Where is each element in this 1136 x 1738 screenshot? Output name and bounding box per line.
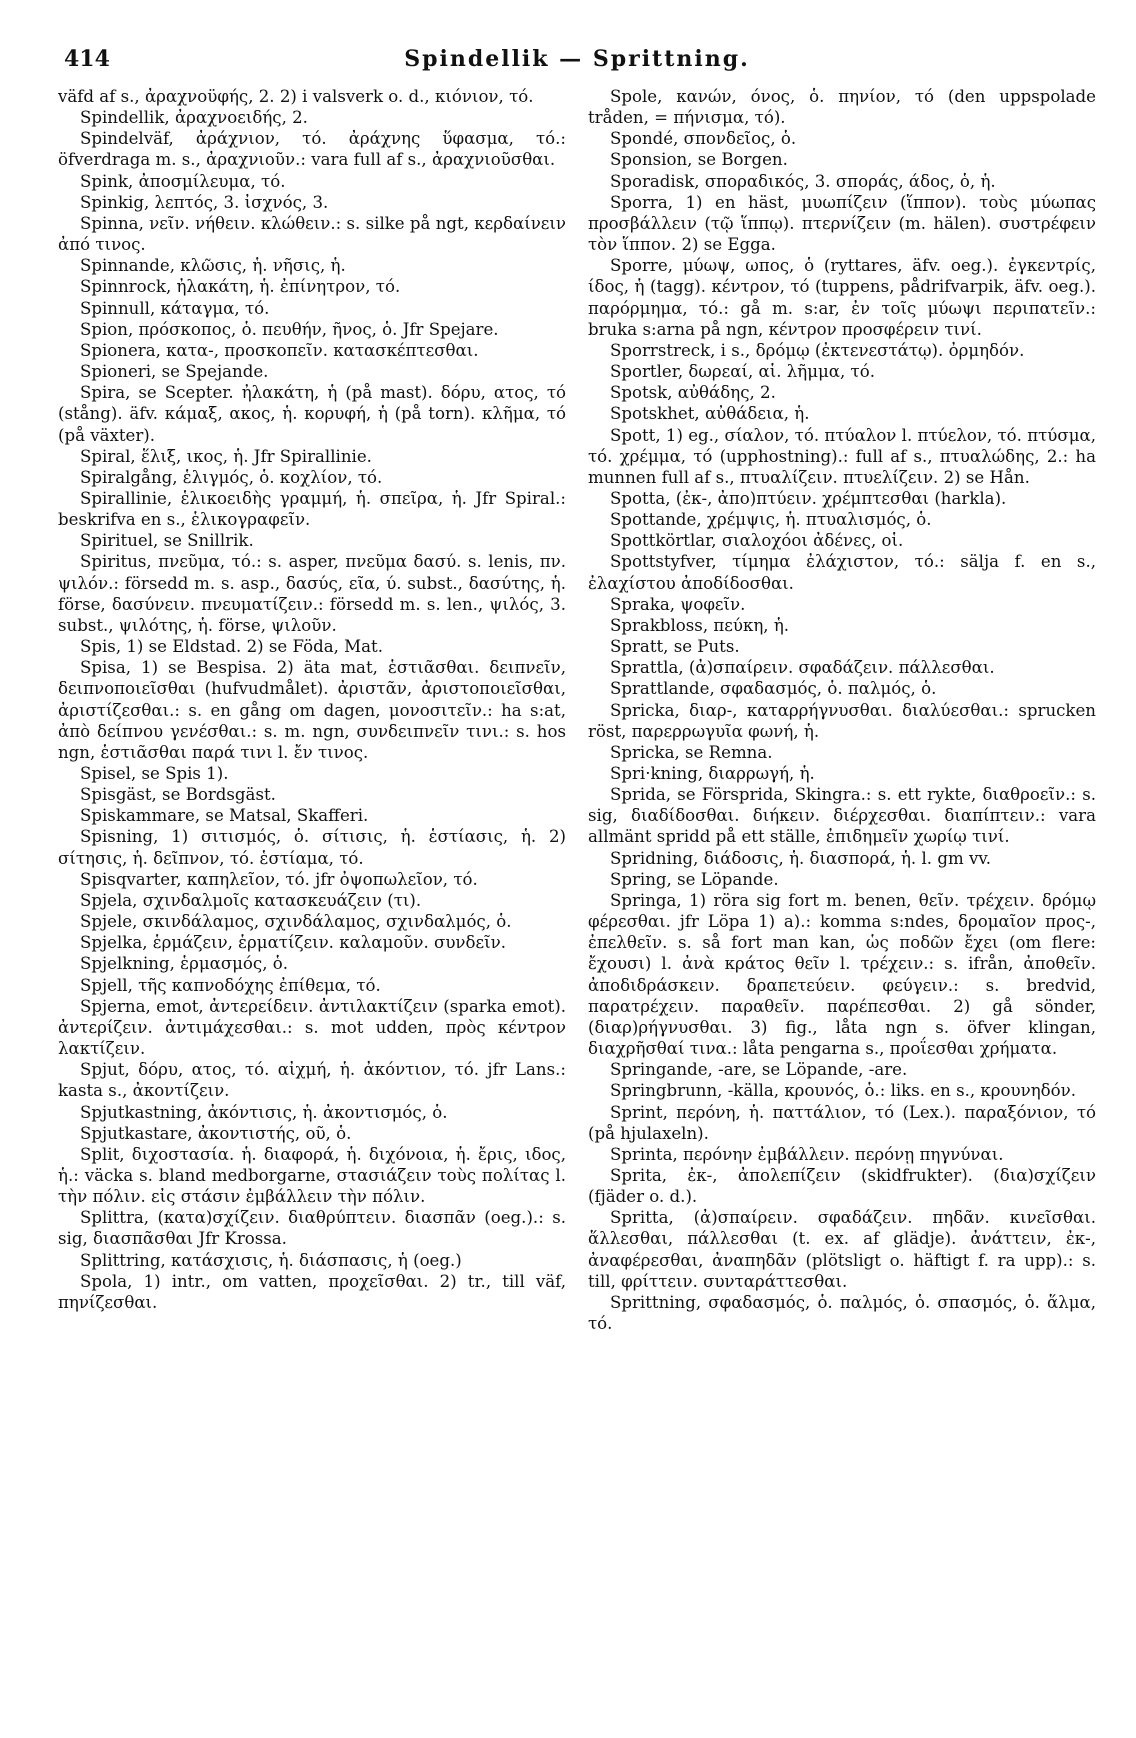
dictionary-entry: Spisgäst, se Bordsgäst. [80, 785, 276, 805]
dictionary-entry: Spinna, νεῖν. νήθειν. κλώθειν.: s. silke på ngt, κερδαίνειν ἀπό τινος. [58, 213, 566, 255]
dictionary-entry: Spjela, σχινδαλμοῖς κατασκευάζειν (τι). [80, 890, 422, 910]
dictionary-entry: Spisning, 1) σιτισμός, ὁ. σίτισις, ἡ. ἑστίασις, ἡ. 2) σίτησις, ἡ. δεῖπνον, τό. ἑστίαμα, τό. [58, 827, 566, 868]
dictionary-entry: Spis, 1) se Eldstad. 2) se Föda, Mat. [80, 637, 383, 657]
dictionary-entry: Spiritus, πνεῦμα, τό.: s. asper, πνεῦμα δασύ. s. lenis, πν. ψιλόν.: försedd m. s. asp., δασύς, εῖα, ύ. subst., δασύτης, ἡ. förse, δασύνειν. πνευματίζειν.: försedd m. s. len., ψιλός, 3. subst., ψιλότης, ἡ. förse, ψιλοῦν. [58, 552, 566, 635]
dictionary-entry: Sprida, se Försprida, Skingra.: s. ett rykte, διαθροεῖν.: s. sig, διαδίδοσθαι. διήκειν. διέρχεσθαι. διαπίπτειν.: vara allmänt spridd på ett ställe, ἐπιδημεῖν χωρίῳ τινί. [588, 785, 1096, 847]
dictionary-entry: Sporrstreck, i s., δρόμῳ (ἐκτενεστάτῳ). ὀρμηδόν. [610, 340, 1025, 360]
dictionary-entry: väfd af s., ἀραχνοϋφής, 2. 2) i valsverk o. d., κιόνιον, τό. [58, 87, 534, 106]
dictionary-entry: Spott, 1) eg., σίαλον, τό. πτύαλον l. πτύελον, τό. πτύσμα, τό. χρέμμα, τό (upphostning).: full af s., πτυαλώδης, 2.: ha munnen full af s., πτυαλίζειν. πτυελίζειν. 2) se Hån. [588, 425, 1096, 487]
dictionary-entry: Sprita, ἐκ-, ἀπολεπίζειν (skidfrukter). (δια)σχίζειν (fjäder o. d.). [588, 1165, 1096, 1207]
dictionary-entry: Spioneri, se Spejande. [80, 362, 269, 382]
dictionary-entry: Springbrunn, -källa, κρουνός, ὁ.: liks. en s., κρουνηδόν. [610, 1081, 1077, 1101]
dictionary-entry: Spisqvarter, καπηλεῖον, τό. jfr ὀψοπωλεῖον, τό. [80, 869, 478, 889]
dictionary-entry: Spole, κανών, όνος, ὁ. πηνίον, τό (den uppspolade tråden, = πήνισμα, τό). [588, 87, 1096, 128]
dictionary-entry: Spjelkning, ἑρμασμός, ὁ. [80, 954, 289, 974]
right-column [588, 86, 1096, 1334]
columns [58, 86, 1096, 1334]
dictionary-entry: Spottstyfver, τίμημα ἐλάχιστον, τό.: sälja f. en s., ἐλαχίστου ἀποδίδοσθαι. [588, 552, 1096, 593]
dictionary-entry: Sportler, δωρεαί, αἱ. λῆμμα, τό. [610, 362, 875, 382]
dictionary-entry: Spira, se Scepter. ἠλακάτη, ἡ (på mast). δόρυ, ατος, τό (stång). äfv. κάμαξ, ακος, ἡ. κορυφή, ἡ (på torn). κλῆμα, τό (på växter). [58, 383, 566, 445]
dictionary-entry: Spion, πρόσκοπος, ὁ. πευθήν, ῆνος, ὁ. Jfr Spejare. [80, 319, 499, 339]
dictionary-entry: Spola, 1) intr., om vatten, προχεῖσθαι. 2) tr., till väf, πηνίζεσθαι. [58, 1271, 566, 1312]
dictionary-entry: Spisel, se Spis 1). [80, 764, 229, 783]
dictionary-entry: Splittring, κατάσχισις, ἡ. διάσπασις, ἡ (oeg.) [80, 1250, 462, 1270]
dictionary-entry: Spiral, ἕλιξ, ικος, ἡ. Jfr Spirallinie. [80, 446, 372, 466]
dictionary-entry: Spjut, δόρυ, ατος, τό. αἰχμή, ἡ. ἀκόντιον, τό. jfr Lans.: kasta s., ἀκοντίζειν. [58, 1060, 566, 1101]
running-title: Spindellik — Sprittning. [404, 46, 750, 72]
dictionary-entry: Sporre, μύωψ, ωπος, ὁ (ryttares, äfv. oeg.). ἐγκεντρίς, ίδος, ἡ (tagg). κέντρον, τό (tuppens, pådrifvarpik, äfv. oeg.). παρόρμημα, τό.: gå m. s:ar, ἐν τοῖς μύωψι περιπατεῖν.: bruka s:arna på ngn, κέντρον προσφέρειν τινί. [588, 256, 1096, 339]
dictionary-entry: Sporadisk, σποραδικός, 3. σποράς, άδος, ὁ, ἡ. [610, 171, 996, 191]
dictionary-entry: Spricka, διαρ-, καταρρήγνυσθαι. διαλύεσθαι.: sprucken röst, παρερρωγυῖα φωνή, ἡ. [588, 700, 1096, 741]
left-column [58, 86, 566, 1334]
dictionary-entry: Spinnull, κάταγμα, τό. [80, 298, 270, 318]
dictionary-entry: Springande, -are, se Löpande, -are. [610, 1060, 908, 1080]
dictionary-entry: Spinnande, κλῶσις, ἡ. νῆσις, ἡ. [80, 256, 346, 276]
dictionary-entry: Sprint, περόνη, ἡ. παττάλιον, τό (Lex.). παραξόνιον, τό (på hjulaxeln). [588, 1102, 1096, 1143]
dictionary-entry: Spondé, σπονδεῖος, ὁ. [610, 129, 797, 149]
dictionary-entry: Spinnrock, ἠλακάτη, ἡ. ἐπίνητρον, τό. [80, 277, 401, 297]
dictionary-entry: Spjele, σκινδάλαμος, σχινδάλαμος, σχινδαλμός, ὁ. [80, 912, 512, 932]
dictionary-entry: Spottande, χρέμψις, ἡ. πτυαλισμός, ὁ. [610, 510, 932, 530]
dictionary-entry: Spiskammare, se Matsal, Skafferi. [80, 806, 369, 826]
dictionary-entry: Splittra, (κατα)σχίζειν. διαθρύπτειν. διασπᾶν (oeg.).: s. sig, διασπᾶσθαι Jfr Krossa. [58, 1208, 566, 1249]
dictionary-entry: Spindelväf, ἀράχνιον, τό. ἀράχνης ὕφασμα, τό.: öfverdraga m. s., ἀραχνιοῦν.: vara full af s., ἀραχνιοῦσθαι. [58, 129, 566, 170]
dictionary-entry: Sprittning, σφαδασμός, ὁ. παλμός, ὁ. σπασμός, ὁ. ἅλμα, τό. [588, 1292, 1096, 1334]
dictionary-entry: Spotsk, αὐθάδης, 2. [610, 383, 776, 403]
dictionary-entry: Spirituel, se Snillrik. [80, 531, 254, 551]
dictionary-entry: Spjell, τῆς καπνοδόχης ἐπίθεμα, τό. [80, 975, 381, 995]
dictionary-entry: Spjutkastning, ἀκόντισις, ἡ. ἀκοντισμός, ὁ. [80, 1102, 448, 1122]
dictionary-entry: Sprinta, περόνην ἐμβάλλειν. περόνῃ πηγνύναι. [610, 1144, 1004, 1164]
dictionary-entry: Sponsion, se Borgen. [610, 150, 788, 170]
dictionary-entry: Spottkörtlar, σιαλοχόοι ἀδένες, οἱ. [610, 531, 904, 551]
dictionary-entry: Sprakbloss, πεύκη, ἡ. [610, 615, 790, 635]
dictionary-entry: Spridning, διάδοσις, ἡ. διασπορά, ἡ. l. gm vv. [610, 848, 992, 868]
dictionary-entry: Split, διχοστασία. ἡ. διαφορά, ἡ. διχόνοια, ἡ. ἔρις, ιδος, ἡ.: väcka s. bland medborgarne, στασιάζειν τοὺς πολίτας l. τὴν πόλιν. εἰς στάσιν ἐμβάλλειν τὴν πόλιν. [58, 1144, 566, 1207]
dictionary-entry: Spotskhet, αὐθάδεια, ἡ. [610, 404, 810, 424]
dictionary-entry: Spjutkastare, ἀκοντιστής, οῦ, ὁ. [80, 1123, 352, 1143]
dictionary-entry: Spisa, 1) se Bespisa. 2) äta mat, ἑστιᾶσθαι. δειπνεῖν, δειπνοποιεῖσθαι (hufvudmålet). ἀριστᾶν, ἀριστοποιεῖσθαι, ἀριστίζεσθαι.: s. en gång om dagen, μονοσιτεῖν.: ha s:at, ἀπὸ δείπνου γενέσθαι.: s. m. ngn, συνδειπνεῖν τινι.: s. hos ngn, ἑστιᾶσθαι παρά τινι l. ἔν τινος. [58, 658, 566, 762]
dictionary-entry: Spirallinie, ἑλικοειδὴς γραμμή, ἡ. σπεῖρα, ἡ. Jfr Spiral.: beskrifva en s., ἑλικογραφεῖν. [58, 488, 566, 530]
dictionary-entry: Spiralgång, ἑλιγμός, ὁ. κοχλίον, τό. [80, 467, 383, 487]
dictionary-entry: Spring, se Löpande. [610, 869, 779, 889]
page-number: 414 [64, 46, 110, 72]
dictionary-entry: Sprattlande, σφαδασμός, ὁ. παλμός, ὁ. [610, 679, 937, 699]
page-header [58, 46, 1096, 86]
dictionary-entry: Spindellik, ἀραχνοειδής, 2. [80, 108, 308, 128]
dictionary-entry: Spink, ἀποσμίλευμα, τό. [80, 171, 286, 191]
dictionary-entry: Spotta, (ἐκ-, ἀπο)πτύειν. χρέμπτεσθαι (harkla). [610, 488, 1007, 508]
dictionary-entry: Sporra, 1) en häst, μυωπίζειν (ἵππον). τοὺς μύωπας προσβάλλειν (τῷ ἵππῳ). πτερνίζειν (m. hälen). συστρέφειν τὸν ἵππον. 2) se Egga. [588, 192, 1096, 255]
dictionary-entry: Spraka, ψοφεῖν. [610, 594, 746, 614]
dictionary-entry: Spri·kning, διαρρωγή, ἡ. [610, 764, 815, 783]
dictionary-entry: Spinkig, λεπτός, 3. ἰσχνός, 3. [80, 192, 329, 212]
dictionary-entry: Spritta, (ἀ)σπαίρειν. σφαδάζειν. πηδᾶν. κινεῖσθαι. ἅλλεσθαι, πάλλεσθαι (t. ex. af glädje). ἀνάττειν, ἐκ-, ἀναφέρεσθαι, ἀναπηδᾶν (plötsligt o. häftigt f. ra upp).: s. till, φρίττειν. συνταράττεσθαι. [588, 1208, 1096, 1291]
dictionary-entry: Spricka, se Remna. [610, 742, 773, 762]
dictionary-entry: Spjelka, ἑρμάζειν, ἑρματίζειν. καλαμοῦν. συνδεῖν. [80, 933, 506, 953]
dictionary-entry: Spratt, se Puts. [610, 637, 740, 657]
dictionary-entry: Spionera, κατα-, προσκοπεῖν. κατασκέπτεσθαι. [80, 340, 479, 360]
dictionary-entry: Springa, 1) röra sig fort m. benen, θεῖν. τρέχειν. δρόμῳ φέρεσθαι. jfr Löpa 1) a).: komma s:ndes, δρομαῖον προς-, ἐπελθεῖν. s. så fort man kan, ὡς ποδῶν ἔχει (om flere: ἔχουσι) l. ἀνὰ κράτος θεῖν l. τρέχειν.: s. ifrån, ἀποθεῖν. ἀποδιδράσκειν. δραπετεύειν. φεύγειν.: s. bredvid, παρατρέχειν. παραθεῖν. παρέπεσθαι. 2) gå sönder, (διαρ)ρήγνυσθαι. 3) fig., låta ngn s. öfver klingan, διαχρῆσθαί τινα.: låta pengarna s., προΐεσθαι χρήματα. [588, 890, 1096, 1059]
dictionary-entry: Spjerna, emot, ἀντερείδειν. ἀντιλακτίζειν (sparka emot). ἀντερίζειν. ἀντιμάχεσθαι.: s. mot udden, πρὸς κέντρον λακτίζειν. [58, 996, 566, 1059]
dictionary-entry: Sprattla, (ἀ)σπαίρειν. σφαδάζειν. πάλλεσθαι. [610, 658, 995, 678]
